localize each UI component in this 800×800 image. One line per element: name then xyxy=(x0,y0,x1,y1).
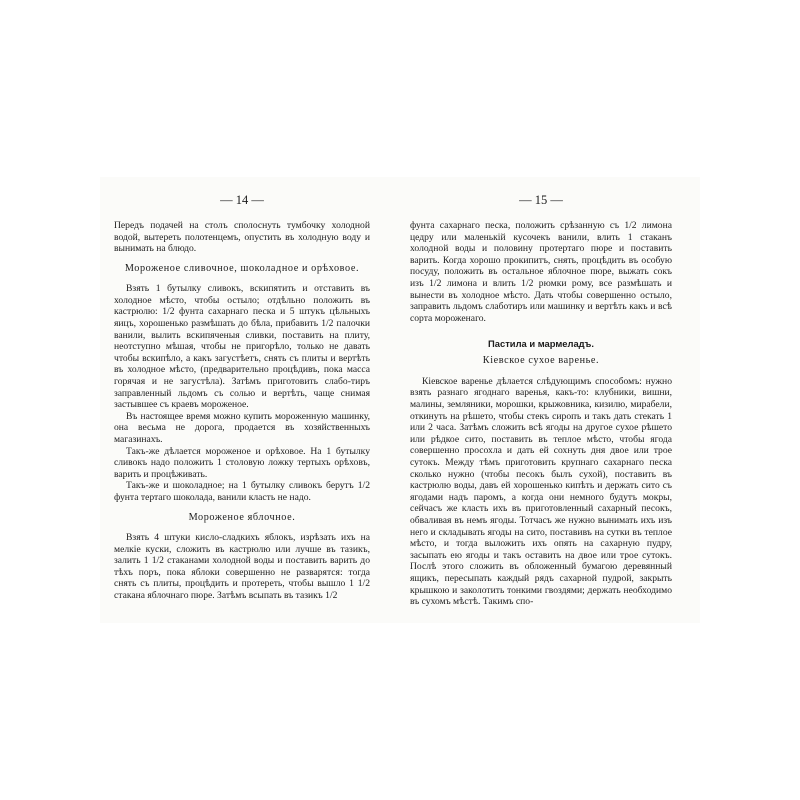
recipe-heading: Мороженое яблочное. xyxy=(188,511,296,523)
left-page xyxy=(114,177,370,623)
book-spread xyxy=(100,177,700,623)
recipe-heading: Кіевское сухое варенье. xyxy=(482,355,600,367)
paragraph: Взять 1 бутылку сливокъ, вскипятить и отставить въ холодное мѣсто, чтобы остыло; отдѣльно положить въ кастрюлю: 1/2 фунта сахарнаго песка и 5 штукъ цѣльныхъ яицъ, хорошенько размѣшать до бѣла, прибавить 1/2 палочки ванили, вылить вскипяченыя сливки, поставить на плиту, неотступно мѣшая, чтобы не пригорѣло, только не давать чтобы вскипѣло, а какъ загустѣетъ, снять съ плиты и вертѣть въ холодное мѣсто, (предварительно процѣдивъ, пока масса горячая и не загустѣла). Затѣмъ приготовить слабо-тиръ заправленный льдомъ съ солью и вертѣть, чаще снимая застывшее съ краевъ мороженое. xyxy=(114,283,370,411)
right-page xyxy=(410,177,672,623)
paragraph: фунта сахарнаго песка, положить срѣзанную съ 1/2 лимона цедру или маленькій кусочекъ ванили, влить 1 стаканъ холодной воды и половину протертаго пюре и поставить варить. Когда хорошо прокипитъ, снять, процѣдить въ особую посуду, положить въ остальное яблочное пюре, выжать сокъ изъ 1/2 лимона и влить 1/2 рюмки рому, все размѣшать и вынести въ холодное мѣсто. Дать чтобы совершенно остыло, заправить льдомъ слаботиръ или машинку и вертѣть какъ и всѣ сорта мороженаго. xyxy=(410,220,672,324)
page-number: — 15 — xyxy=(519,193,563,207)
paragraph: Передъ подачей на столъ сполоснуть тумбочку холодной водой, вытереть полотенцемъ, опустить въ холодную воду и вынимать на блюдо. xyxy=(114,220,370,255)
section-title: Пастила и мармеладъ. xyxy=(488,338,594,350)
page-number: — 14 — xyxy=(220,193,264,207)
paragraph: Такъ-же дѣлается мороженое и орѣховое. На 1 бутылку сливокъ надо положить 1 столовую ложку тертыхъ орѣховъ, варить и процѣживать. xyxy=(114,445,370,480)
paragraph: Взять 4 штуки кисло-сладкихъ яблокъ, изрѣзать ихъ на мелкіе куски, сложить въ кастрюлю или лучше въ тазикъ, залить 1 1/2 стаканами холодной воды и поставить варить до тѣхъ поръ, пока яблоки совершенно не разварятся: тогда снять съ плиты, процѣдить и протереть, чтобы вышло 1 1/2 стакана яблочнаго пюре. Затѣмъ всыпать въ тазикъ 1/2 xyxy=(114,532,370,602)
paragraph: Въ настоящее время можно купить мороженную машинку, она весьма не дорога, продается въ хозяйственныхъ магазинахъ. xyxy=(114,410,370,445)
paragraph: Такъ-же и шоколадное; на 1 бутылку сливокъ берутъ 1/2 фунта тертаго шоколада, ванили класть не надо. xyxy=(114,480,370,503)
recipe-heading: Мороженое сливочное, шоколадное и орѣховое. xyxy=(124,262,360,274)
paragraph: Кіевское варенье дѣлается слѣдующимъ способомъ: нужно взять разнаго ягоднаго варенья, какъ-то: клубники, вишни, малины, земляники, морошки, крыжовника, кизилю, мирабели, откинуть на рѣшето, чтобы стекъ сиропъ и такъ дать стекать 1 или 2 часа. Затѣмъ сложить всѣ ягоды на другое сухое рѣшето или рѣдкое сито, поставить въ теплое мѣсто, чтобы ягода совершенно просохла и дать ей сохнуть дня двое или трое сутокъ. Между тѣмъ приготовить крупнаго сахарнаго песка сколько нужно (чтобы песокъ былъ сухой), поставить въ кастрюлю воды, давъ ей хорошенько кипѣть и держать сито съ ягодами надъ паромъ, а когда они немного будутъ мокры, сейчасъ же класть ихъ въ приготовленный сахарный песокъ, обваливая въ немъ ягоды. Тотчасъ же нужно вынимать ихъ изъ него и складывать ягоды на сито, поставивъ на сутки въ теплое мѣсто, и тогда выложить ихъ опять на сахарную пудру, засыпать ею ягоды и такъ оставить на двое или трое сутокъ. Послѣ этого сложить въ обложенный бумагою деревянный ящикъ, пересыпать каждый рядъ сахарной пудрой, закрыть крышкою и заколотить тонкими гвоздями; держать необходимо въ сухомъ мѣстѣ. Такимъ спо- xyxy=(410,375,672,608)
